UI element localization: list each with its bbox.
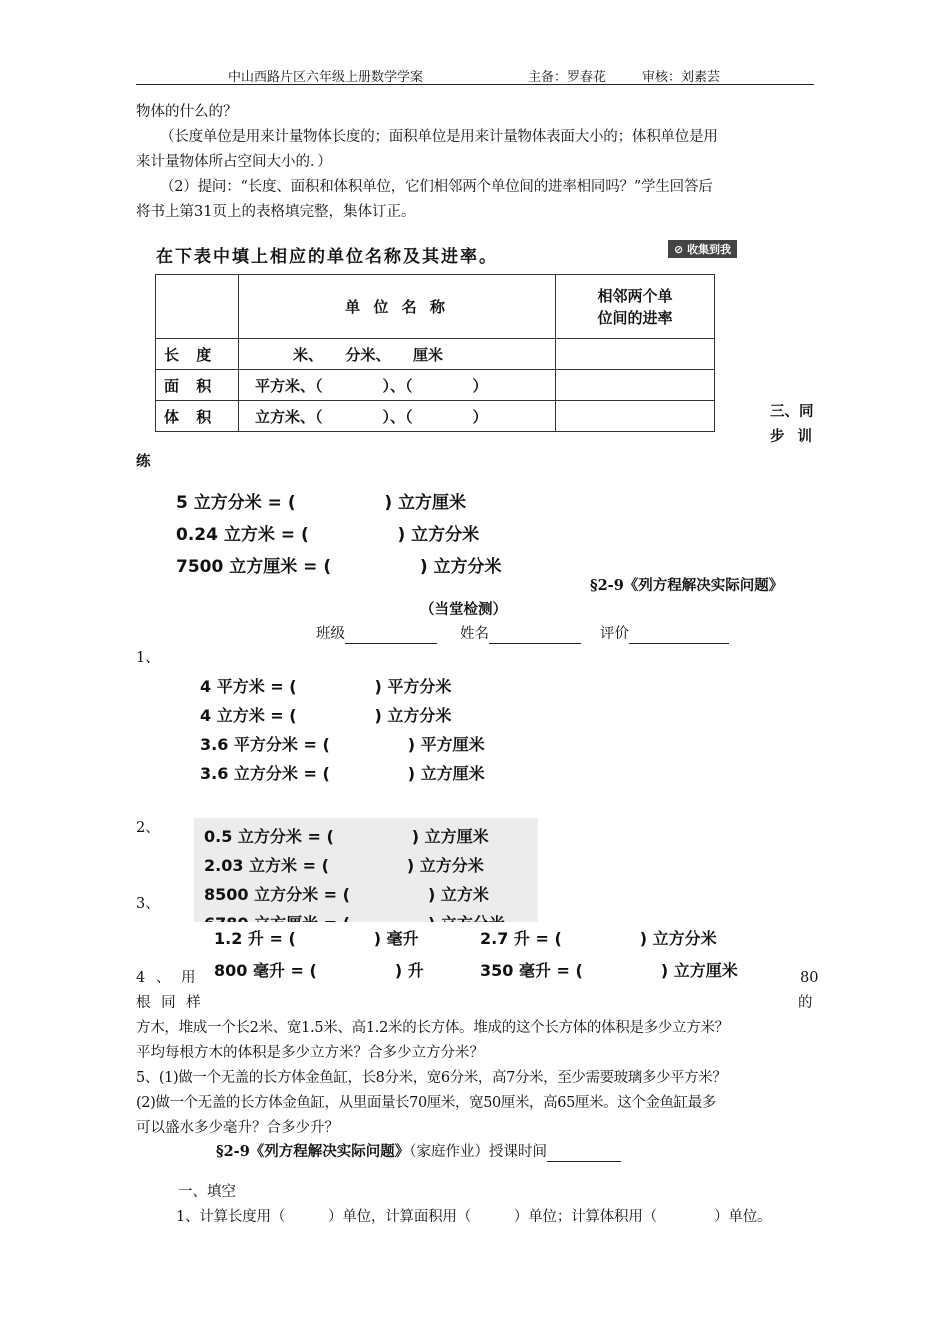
collect-icon: ⊘ bbox=[674, 243, 684, 256]
name-field[interactable] bbox=[460, 624, 581, 644]
q1-item-2: 4 立方米 = ( ) 立方分米 bbox=[200, 706, 452, 725]
q2-number: 2、 bbox=[136, 820, 160, 836]
q4-number-80: 80 bbox=[800, 970, 819, 986]
section3-title-a: 三、同 bbox=[770, 403, 814, 420]
class-field[interactable] bbox=[316, 624, 437, 644]
header-author: 主备：罗春花 bbox=[528, 70, 607, 85]
eval-blank[interactable] bbox=[629, 629, 729, 644]
table-title: 在下表中填上相应的单位名称及其进率。 bbox=[156, 247, 498, 267]
row-rate-volume[interactable] bbox=[556, 401, 715, 432]
eval-label: 评价 bbox=[600, 626, 629, 642]
class-blank[interactable] bbox=[345, 629, 437, 644]
q3-number: 3、 bbox=[136, 896, 160, 912]
row-label-area: 面 积 bbox=[156, 370, 239, 401]
section3-title-b: 步 训 bbox=[770, 428, 817, 445]
q1-number: 1、 bbox=[136, 650, 160, 666]
homework-time-blank[interactable] bbox=[547, 1147, 621, 1162]
q1-item-1: 4 平方米 = ( ) 平方分米 bbox=[200, 677, 452, 696]
homework-tag: （家庭作业）授课时间 bbox=[409, 1144, 548, 1160]
row-units-length: 米、 分米、 厘米 bbox=[239, 339, 556, 370]
q2-box bbox=[194, 818, 538, 922]
table-corner-cell bbox=[156, 275, 239, 339]
row-label-volume: 体 积 bbox=[156, 401, 239, 432]
units-table bbox=[155, 274, 715, 432]
exercise-a-3: 7500 立方厘米 = ( ) 立方分米 bbox=[176, 557, 502, 577]
row-rate-area[interactable] bbox=[556, 370, 715, 401]
row-label-length: 长 度 bbox=[156, 339, 239, 370]
table-header-rate-line-1: 相邻两个单 bbox=[597, 286, 673, 305]
q4-line2-a: 根 同 样 bbox=[136, 995, 204, 1011]
q5-line-3: 可以盛水多少毫升？合多少升？ bbox=[136, 1120, 339, 1136]
q5-line-2: (2)做一个无盖的长方体金鱼缸，从里面量长70厘米，宽50厘米，高65厘米。这个金鱼缸最多 bbox=[136, 1095, 716, 1111]
name-label: 姓名 bbox=[460, 626, 489, 642]
homework-heading bbox=[216, 1142, 621, 1162]
table-header-units: 单 位 名 称 bbox=[239, 275, 556, 339]
q1-item-3: 3.6 平方分米 = ( ) 平方厘米 bbox=[200, 735, 485, 754]
q2-item-1: 0.5 立方分米 = ( ) 立方厘米 bbox=[204, 827, 489, 846]
q3-item-1b: 2.7 升 = ( ) 立方分米 bbox=[480, 929, 717, 948]
table-header-rate-line-2: 位间的进率 bbox=[597, 308, 673, 327]
header-title: 中山西路片区六年级上册数学学案 bbox=[228, 70, 424, 85]
intro-line-3: 来计量物体所占空间大小的．） bbox=[136, 154, 332, 170]
row-units-volume: 立方米、（ ）、（ ） bbox=[239, 401, 556, 432]
fill-title: 一、填空 bbox=[178, 1184, 236, 1200]
q4-line-4: 平均每根方木的体积是多少立方米？合多少立方分米？ bbox=[136, 1045, 484, 1061]
header-reviewer: 审核：刘素芸 bbox=[642, 70, 721, 85]
fill-item-1: 1、计算长度用（ ）单位，计算面积用（ ）单位；计算体积用（ ）单位。 bbox=[176, 1209, 772, 1225]
eval-field[interactable] bbox=[600, 624, 729, 644]
q2-item-3: 8500 立方分米 = ( ) 立方米 bbox=[204, 885, 489, 904]
class-label: 班级 bbox=[316, 626, 345, 642]
intro-line-1: 物体的什么的？ bbox=[136, 104, 238, 120]
table-header-row bbox=[156, 275, 715, 339]
q1-item-4: 3.6 立方分米 = ( ) 立方厘米 bbox=[200, 764, 485, 783]
q3-item-2a: 800 毫升 = ( ) 升 bbox=[214, 961, 424, 980]
q5-line-1: 5、(1)做一个无盖的长方体金鱼缸，长8分米，宽6分米，高7分米，至少需要玻璃多少平方米？ bbox=[136, 1070, 727, 1086]
q4-line-3: 方木，堆成一个长2米、宽1.5米、高1.2米的长方体。堆成的这个长方体的体积是多少立方米？ bbox=[136, 1020, 729, 1036]
homework-title: §2-9《列方程解决实际问题》 bbox=[216, 1143, 410, 1160]
q4-start: 4 、 用 bbox=[136, 970, 199, 986]
page-header bbox=[136, 66, 814, 85]
table-row-volume bbox=[156, 401, 715, 432]
collect-badge bbox=[668, 240, 737, 258]
intro-line-4: （2）提问：“长度、面积和体积单位，它们相邻两个单位间的进率相同吗？”学生回答后 bbox=[160, 179, 713, 195]
q3-item-2b: 350 毫升 = ( ) 立方厘米 bbox=[480, 961, 738, 980]
classtest-title: （当堂检测） bbox=[420, 601, 507, 618]
table-row-area bbox=[156, 370, 715, 401]
q2-item-2: 2.03 立方米 = ( ) 立方分米 bbox=[204, 856, 484, 875]
row-rate-length[interactable] bbox=[556, 339, 715, 370]
exercise-a-2: 0.24 立方米 = ( ) 立方分米 bbox=[176, 525, 480, 545]
row-units-area: 平方米、（ ）、（ ） bbox=[239, 370, 556, 401]
intro-line-5: 将书上第31页上的表格填完整，集体订正。 bbox=[136, 204, 416, 220]
exercise-a-1: 5 立方分米 = ( ) 立方厘米 bbox=[176, 493, 467, 513]
section3-title-c: 练 bbox=[136, 453, 151, 470]
lesson-title: §2-9《列方程解决实际问题》 bbox=[590, 577, 784, 594]
q3-item-1a: 1.2 升 = ( ) 毫升 bbox=[214, 929, 419, 948]
table-row-length bbox=[156, 339, 715, 370]
collect-badge-label: 收集到我 bbox=[687, 243, 732, 256]
intro-line-2: （长度单位是用来计量物体长度的；面积单位是用来计量物体表面大小的；体积单位是用 bbox=[160, 129, 718, 145]
q4-line2-b: 的 bbox=[798, 995, 813, 1011]
table-header-rate bbox=[556, 275, 715, 339]
name-blank[interactable] bbox=[489, 629, 581, 644]
